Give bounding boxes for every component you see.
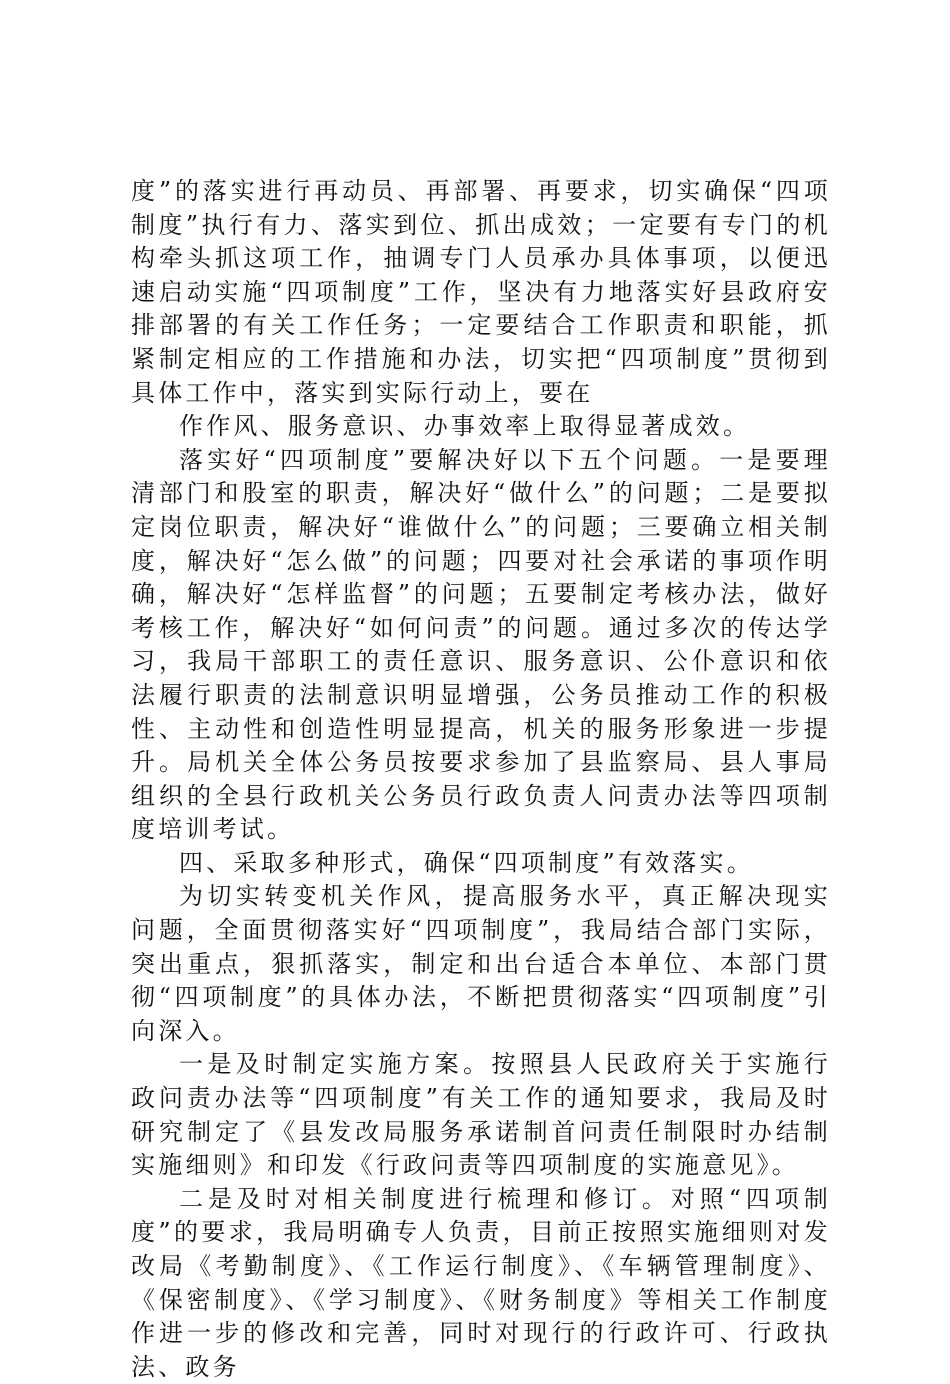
document-body <box>131 175 831 1384</box>
paragraph-work-style: 作作风、服务意识、办事效率上取得显著成效。 <box>179 412 751 441</box>
paragraph-revision: 二是及时对相关制度进行梳理和修订。对照“四项制度”的要求，我局明确专人负责，目前正按照实施细则对发改局《考勤制度》、《工作运行制度》、《车辆管理制度》、《保密制度》、《学习制度》、《财务制度》等相关工作制度作进一步的修改和完善，同时对现行的行政许可、行政执法、政务 <box>131 1184 831 1381</box>
paragraph-plan: 一是及时制定实施方案。按照县人民政府关于实施行政问责办法等“四项制度”有关工作的通知要求，我局及时研究制定了《县发改局服务承诺制首问责任制限时办结制实施细则》和印发《行政问责等四项制度的实施意见》。 <box>131 1050 831 1180</box>
paragraph-five-issues: 落实好“四项制度”要解决好以下五个问题。一是要理清部门和股室的职责，解决好“做什么”的问题；二是要拟定岗位职责，解决好“谁做什么”的问题；三要确立相关制度，解决好“怎么做”的问题；四要对社会承诺的事项作明确，解决好“怎样监督”的问题；五要制定考核办法，做好考核工作，解决好“如何问责”的问题。通过多次的传达学习，我局干部职工的责任意识、服务意识、公仆意识和依法履行职责的法制意识明显增强，公务员推动工作的积极性、主动性和创造性明显提高，机关的服务形象进一步提升。局机关全体公务员按要求参加了县监察局、县人事局组织的全县行政机关公务员行政负责人问责办法等四项制度培训考试。 <box>131 445 831 844</box>
paragraph-implementation: 为切实转变机关作风，提高服务水平，真正解决现实问题，全面贯彻落实好“四项制度”，我局结合部门实际，突出重点，狠抓落实，制定和出台适合本单位、本部门贯彻“四项制度”的具体办法，不断把贯彻落实“四项制度”引向深入。 <box>131 882 831 1045</box>
section-heading-four: 四、采取多种形式，确保“四项制度”有效落实。 <box>179 848 754 877</box>
paragraph-continuation: 度”的落实进行再动员、再部署、再要求，切实确保“四项制度”执行有力、落实到位、抓出成效；一定要有专门的机构牵头抓这项工作，抽调专门人员承办具体事项，以便迅速启动实施“四项制度”工作，坚决有力地落实好县政府安排部署的有关工作任务；一定要结合工作职责和职能，抓紧制定相应的工作措施和办法，切实把“四项制度”贯彻到具体工作中，落实到实际行动上，要在 <box>131 177 831 407</box>
